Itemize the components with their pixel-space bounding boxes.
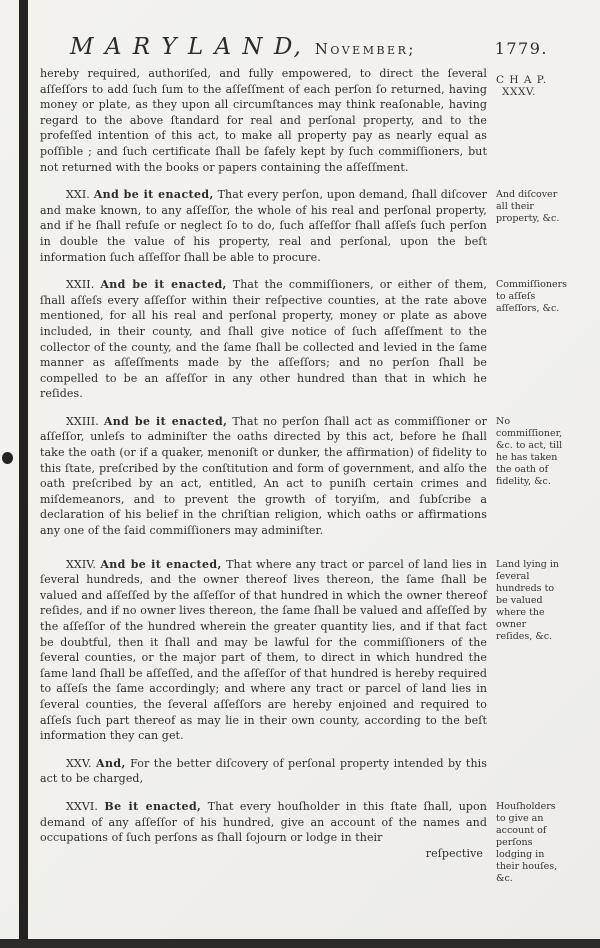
page-content [40, 34, 567, 885]
enacting-phrase: Be it enacted, [104, 799, 202, 813]
enacting-phrase: And be it enacted, [93, 188, 214, 202]
section-number: XXIV. [66, 557, 97, 571]
act-section-xxvi [40, 799, 564, 885]
enacting-phrase: And be it enacted, [103, 414, 228, 428]
act-section-xxii [40, 277, 567, 402]
scan-dot-mark [2, 452, 13, 464]
enacting-phrase: And, [96, 756, 126, 770]
page-header [40, 34, 564, 60]
section-text: That the commiſſioners, or either of them, ſhall aſſeſs every aſſeſſor within their reſpective counties, at the rate above mentioned, for all his real and perſonal property, money or plate as above included, in their county, and ſhall give notice of ſuch aſſeſſment to the collector of the county, and the ſame ſhall be collected and levied in the ſame manner as aſſeſſments made by the aſſeſſors; and no perſon ſhall be compelled to be an aſſeſſor in any other hundred than that in which he reſides. [40, 278, 487, 401]
section-text: That where any tract or parcel of land lies in ſeveral hundreds, and the owner thereof lives thereon, the ſame ſhall be valued and aſſeſſed by the aſſeſſor of that hundred in which the owner thereof reſides, and if no owner lives thereon, the ſame ſhall be valued and aſſeſſed by the aſſeſſor of the hundred wherein the greater quantity lies, and if that fact be doubtful, then it ſhall and may be lawful for the commiſſioners of the ſeveral counties, or the major part of them, to direct in which hundred the ſame land ſhall be aſſeſſed, and the aſſeſſor of that hundred is hereby required to aſſeſs the ſame accordingly; and where any tract or parcel of land lies in ſeveral counties, the ſeveral aſſeſſors are hereby enjoined and required to aſſeſs ſuch part thereof as may lie in their own county, according to the beſt information they can get. [40, 557, 487, 743]
catchword: reſpective [425, 846, 483, 860]
margin-note: Commiſſioners to aſſeſs aſſeſſors, &c. [496, 279, 567, 315]
section-body: hereby required, authoriſed, and fully empowered, to direct the ſeveral aſſeſſors to add ſuch ſum to the aſſeſſment of each perſon ſo returned, having money or plate, as they upon all circumſtances may think reaſonable, having regard to the above ſtandard for real and perſonal property, and to the profeſſed intention of this act, to make all property pay as nearly equal as poſſible ; and ſuch certificate ſhall be ſafely kept by ſuch commiſſioners, but not returned with the books or papers containing the aſſeſſment. [40, 67, 487, 174]
chapter-number: XXXV. [502, 86, 537, 98]
section-body [40, 756, 487, 787]
section-number: XXV. [66, 756, 92, 770]
year-label: 1779. [494, 39, 548, 58]
section-number: XXVI. [66, 799, 98, 813]
section-text: That no perſon ſhall act as commiſſioner or aſſeſſor, unleſs to adminiſter the oaths directed by this act, before he ſhall take the oath (or if a quaker, menoniſt or dunker, the affirmation) of fidelity to this ſtate, preſcribed by the conſtitution and form of government, and alſo the oath preſcribed by an act, entitled, An act to puniſh certain crimes and miſdemeanors, and to prevent the growth of toryiſm, and ſubſcribe a declaration of his belief in the chriſtian religion, which oaths or affirmations any one of the ſaid commiſſioners may adminiſter. [40, 414, 487, 538]
section-text: That every perſon, upon demand, ſhall diſcover and make known, to any aſſeſſor, the whole of his real and perſonal property, and if he ſhall refuſe or neglect ſo to do, ſuch aſſeſſor ſhall aſſeſs ſuch perſon in double the value of his property, real and perſonal, upon the beſt information ſuch aſſeſſor ſhall be able to procure. [40, 188, 487, 264]
margin-note: And diſcover all their property, &c. [496, 189, 560, 225]
chapter-label: C H A P. [496, 74, 548, 86]
section-body [40, 799, 487, 861]
act-section-continuation [40, 66, 564, 175]
act-section-xxv [40, 756, 564, 787]
section-text: For the better diſcovery of perſonal property intended by this act to be charged, [40, 756, 487, 786]
section-number: XXI. [66, 188, 90, 202]
section-body [40, 277, 487, 402]
margin-note: No commiſſioner, &c. to act, till he has taken the oath of fidelity, &c. [496, 415, 563, 487]
section-body [40, 187, 487, 265]
margin-note [496, 756, 564, 758]
section-body [40, 414, 487, 539]
section-number: XXIII. [66, 414, 99, 428]
scan-gutter-band [19, 0, 28, 939]
margin-note: Land lying in ſeveral hundreds to be valued where the owner reſides, &c. [496, 558, 560, 642]
margin-note: Houſholders to give an account of perſons lodging in their houſes, &c. [496, 800, 558, 884]
enacting-phrase: And be it enacted, [100, 278, 227, 292]
section-body [40, 557, 487, 744]
scan-bottom-band [0, 939, 600, 948]
section-number: XXII. [66, 278, 95, 292]
section-text: That every houſholder in this ſtate ſhall, upon demand of any aſſeſſor of his hundred, give an account of the names and occupations of ſuch perſons as ſhall ſojourn or lodge in their [40, 799, 487, 845]
act-section-xxiii [40, 414, 564, 539]
chapter-heading [496, 66, 564, 98]
act-section-xxi [40, 187, 564, 265]
page-title: M A R Y L A N D, [70, 34, 303, 60]
act-section-xxiv [40, 557, 564, 744]
month-label: November; [314, 40, 416, 58]
enacting-phrase: And be it enacted, [100, 557, 222, 571]
